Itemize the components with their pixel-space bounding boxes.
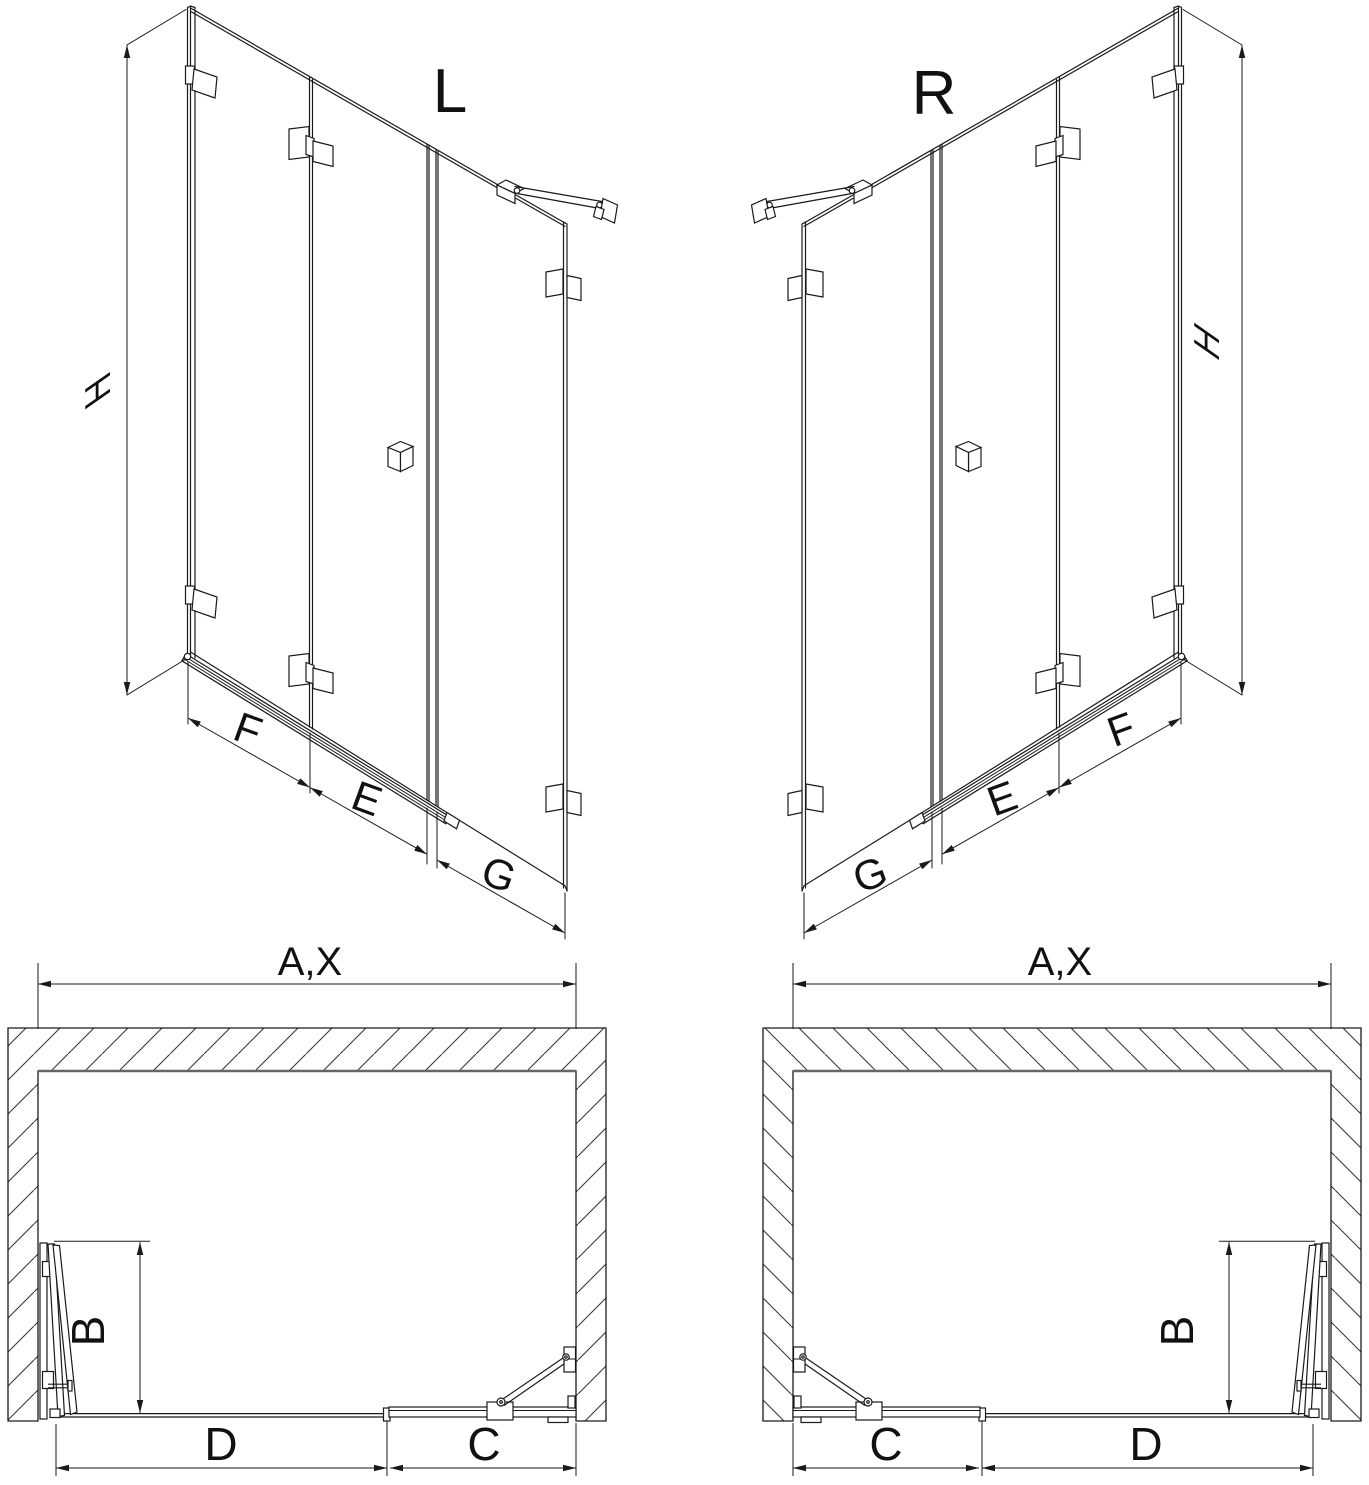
label-variant-left: L <box>432 57 468 126</box>
plan-view-right <box>763 940 1361 1476</box>
dim-label-b-right: B <box>1151 1315 1203 1347</box>
dim-label-height-right: H <box>1186 314 1228 369</box>
dim-label-g-right: G <box>846 846 894 903</box>
iso-view-right <box>752 6 1243 939</box>
dim-label-d-left: D <box>204 1418 238 1470</box>
dim-label-height-left: H <box>77 363 119 418</box>
dim-label-c-left: C <box>467 1418 501 1470</box>
dim-label-f-right: F <box>1100 702 1142 756</box>
dim-label-e-left: E <box>345 771 389 826</box>
dim-label-width-right: A,X <box>1027 940 1093 984</box>
plan-view-left <box>8 940 606 1476</box>
dim-label-width-left: A,X <box>277 940 343 984</box>
dim-label-d-right: D <box>1129 1418 1163 1470</box>
dim-label-c-right: C <box>869 1418 903 1470</box>
label-variant-right: R <box>911 59 957 128</box>
dim-label-e-right: E <box>980 771 1024 826</box>
dim-label-b-left: B <box>62 1315 114 1347</box>
iso-view-left <box>78 6 618 939</box>
dim-label-f-left: F <box>227 702 269 756</box>
dim-label-g-left: G <box>475 846 523 903</box>
